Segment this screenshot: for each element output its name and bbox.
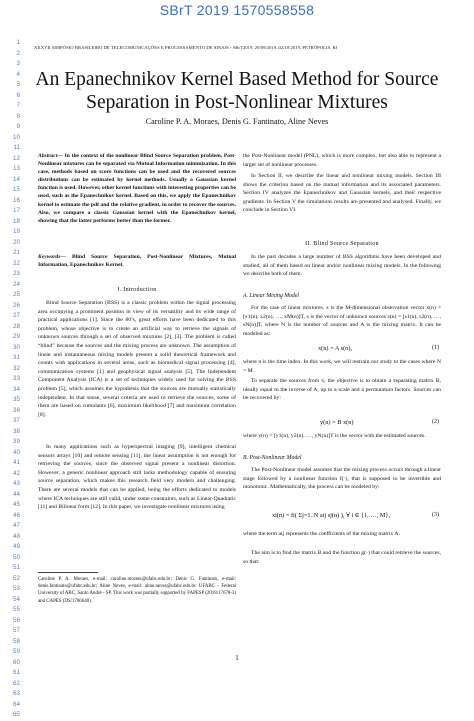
line-number: 10: [12, 133, 20, 141]
paper-title: [20, 68, 454, 114]
keywords-text: — Blind Source Separation, Post-Nonlinear Mixtures, Mutual Information, Epanechnikov Kernel.: [38, 254, 236, 269]
subB-p1-text: The Post-Nonlinear model assumes that the mixing process occurs through a linear stage followed by a nonlinear function f(·), that is supposed to be invertible and monotonic. Mathematically, the process can be modeled by:: [243, 467, 441, 491]
watermark: SBrT 2019 1570558558: [159, 2, 315, 18]
line-number: 5: [16, 81, 20, 88]
line-number: 16: [12, 196, 20, 204]
line-number: 13: [12, 165, 20, 172]
section-2-heading: II. Blind Source Separation: [305, 241, 379, 247]
equation-2-number: (2): [432, 419, 439, 425]
line-number: 33: [12, 375, 20, 382]
footnote: Caroline P. A. Moraes, e-mail: caroline.moraes@ufabc.edu.br; Denis G. Fantinato, e-mail: denis.fantinato@ufabc.edu.br; Aline Neves, e-mail: aline.neves@ufabc.edu.br. UFABC - Federal University of ABC, Santo André - SP. This work was partially supported by FAPESP (2018/17678-3) and CAPES (DS/1766640).: [38, 577, 236, 604]
intro-p2-text: In many applications such as hyperspectral imaging [9], intelligent chemical sensors arrays [10] and remote sensing [11], the linear assumption is not enough for retrieving the sources, since the observed signal present a nonlinear distortion. However, a generic nonlinear approach still lacks methodology capable of ensuring source separation, which makes this research field very modern and challenging. There are several models that can be applied, being the efforts dedicated to models where ICA techniques are still valid, under some constraints, such as Linear-Quadratic [11] and Bilinear form [12]. In this paper, we investigate nonlinear mixtures using: [38, 444, 236, 511]
equation-1: x(n) = A s(n),: [318, 345, 352, 352]
line-number: 40: [12, 448, 20, 456]
line-number: 37: [12, 417, 20, 424]
line-number: 55: [12, 606, 20, 613]
line-number: 65: [12, 711, 20, 718]
subB-p3-text: The aim is to find the matrix B and the function g(·) that could retrieve the sources, so that:: [243, 550, 441, 565]
line-number: 30: [12, 343, 20, 351]
line-number: 17: [12, 207, 20, 214]
line-number: 50: [12, 553, 20, 561]
authors: Caroline P. A. Moraes, Denis G. Fantinato, Aline Neves: [145, 117, 329, 126]
line-number: 53: [12, 585, 20, 592]
intro-paragraph-1: [38, 299, 236, 419]
line-number: 6: [16, 91, 20, 99]
line-number: 64: [12, 700, 20, 708]
line-number: 58: [12, 637, 20, 645]
intro-p1-text: Blind Source Separation (BSS) is a classic problem within the signal processing area occupying a prominent position in view of its versatility and its wide range of practical applications [1]. Since the 80’s, great efforts have been dedicated to this problem, whose objective is to create an artificial way to retrieve the signals of unknown sources through a set of observed mixtures [2], [3]. The problem is called “blind” because the sources and the mixing process are unknown. The assumption of linear and instantaneous mixing models present a solid theoretical framework and counts with applications in several areas, such as biomedical signal processing [4], communication systems [1] and geophysical signal analysis [5]. The Independent Component Analysis (ICA) is a set of techniques widely used for solving the BSS problem [5], which assumes the hypothesis that the sources are mutually statistically independent. In that sense, several criteria are used to retrieve the sources, some of them are based on cumulants [6], maximum likelihood [7] and maximum correlation [8].: [38, 300, 236, 418]
subsection-a-paragraph-4: where y(n) = [y1(n), y2(n), …, yN(n)]T is the vector with the estimated sources.: [243, 433, 426, 439]
line-number: 45: [12, 501, 20, 508]
right-p2-text: In Section II, we describe the linear and nonlinear mixing models. Section III shows the criterion based on the mutual information and its associated parameters. Section IV analyzes the Epanechnikov and Gaussian kernels, and their respective gradients. In Section V the simulations results are presented and analysed. Finally, we conclude in Section VI.: [243, 173, 441, 214]
line-number: 9: [16, 123, 20, 130]
line-number: 25: [12, 291, 20, 298]
line-number: 38: [12, 427, 20, 435]
line-number: 51: [12, 564, 20, 571]
equation-3-number: (3): [432, 512, 439, 518]
line-number: 8: [16, 112, 20, 120]
line-number: 56: [12, 616, 20, 624]
line-number: 2: [16, 49, 20, 57]
line-number: 26: [12, 301, 20, 309]
line-number: 62: [12, 679, 20, 687]
line-number: 11: [13, 144, 20, 151]
line-number: 12: [12, 154, 20, 162]
line-number: 36: [12, 406, 20, 414]
abstract: [38, 152, 236, 225]
subA-p3-text: To separate the sources from x, the objective is to obtain a separating matrix B, ideally equal to the inverse of A, up to a scale and a permutation factors. Sources can be recovered by:: [243, 378, 441, 402]
subA-p1-text: For the case of linear mixtures, x is the M-dimensional observation vector x(n) = [x1(n), x2(n), …, xM(n)]T, s is the vector of unknown sources s(n) = [s1(n), s2(n), …, sN(n)]T, where N is the number of sources and A is the mixing matrix. It can be modeled as:: [243, 305, 441, 337]
line-number: 24: [12, 280, 20, 288]
line-number: 44: [12, 490, 20, 498]
equation-2: y(n) = B x(n): [320, 419, 354, 426]
line-number: 20: [12, 238, 20, 246]
right-paragraph-2: [243, 172, 441, 215]
subsection-a-paragraph-3: [243, 377, 441, 403]
line-number: 63: [12, 690, 20, 697]
line-number: 61: [12, 669, 20, 676]
line-number: 32: [12, 364, 20, 372]
line-number: 57: [12, 627, 20, 634]
line-number: 4: [16, 70, 20, 78]
line-number: 15: [12, 186, 20, 193]
line-number: 59: [12, 648, 20, 655]
line-number: 43: [12, 480, 20, 487]
line-numbers: [4, 38, 20, 721]
subsection-a-paragraph-2: where n is the time index. In this work, we will restrain our study to the cases where N = M.: [243, 359, 441, 374]
line-number: 34: [12, 385, 20, 393]
line-number: 60: [12, 658, 20, 666]
subsection-b-heading: B. Post-Nonlinear Model: [243, 455, 302, 461]
line-number: 48: [12, 532, 20, 540]
footnote-rule: [38, 572, 98, 573]
subsection-a-heading: A. Linear Mixing Model: [243, 293, 300, 299]
line-number: 35: [12, 396, 20, 403]
line-number: 7: [16, 102, 20, 109]
line-number: 46: [12, 511, 20, 519]
line-number: 41: [12, 459, 20, 466]
line-number: 21: [12, 249, 20, 256]
line-number: 42: [12, 469, 20, 477]
right-paragraph-1: the Post-Nonlinear model (PNL), which is more complex, but also able to represent a larger set of nonlinear processes.: [243, 153, 441, 168]
intro-paragraph-2: [38, 443, 236, 512]
equation-1-number: (1): [432, 345, 439, 351]
line-number: 3: [16, 60, 20, 67]
line-number: 14: [12, 175, 20, 183]
line-number: 18: [12, 217, 20, 225]
line-number: 49: [12, 543, 20, 550]
page-number: 1: [235, 654, 239, 662]
abstract-label: Abstract: [38, 153, 58, 159]
subsection-b-paragraph-1: [243, 466, 441, 492]
conference-header: XXXVII SIMPÓSIO BRASILEIRO DE TELECOMUNICAÇÕES E PROCESSAMENTO DE SINAIS - SBrT2019, 29/09/2019–02/10/2019, PETRÓPOLIS, RJ: [34, 45, 338, 50]
line-number: 23: [12, 270, 20, 277]
title-line-1: An Epanechnikov Kernel Based Method for Source: [35, 69, 439, 90]
line-number: 27: [12, 312, 20, 319]
line-number: 28: [12, 322, 20, 330]
line-number: 54: [12, 595, 20, 603]
line-number: 39: [12, 438, 20, 445]
line-number: 31: [12, 354, 20, 361]
line-number: 19: [12, 228, 20, 235]
line-number: 29: [12, 333, 20, 340]
subsection-b-paragraph-3: [243, 549, 441, 566]
abstract-text: — In the context of the nonlinear Blind Source Separation problem, Post-Nonlinear mixtures can be separated via Mutual Information minimization. In this case, methods based on score functions can be used and the recovered sources distributions can be estimated by kernel methods. Usually a Gaussian kernel function is used. However, other kernel functions with interesting properties can be used, such as the Epanechnikov kernel. Based on this, we apply the Epanechnikov kernel to estimate the pdf and the relative gradient, in order to recover the sources. Also, we compare a classic Gaussian kernel with the Epanechnikov kernel, showing that the latter performs better than the former.: [38, 153, 236, 224]
title-line-2: Separation in Post-Nonlinear Mixtures: [86, 92, 388, 113]
line-number: 1: [16, 39, 20, 46]
line-number: 52: [12, 574, 20, 582]
subsection-a-paragraph-1: [243, 304, 441, 338]
sec2-p1-text: In the past decades a large number of BSS algorithms have been developed and studied, all of them based on linear and/or nonlinear mixing models. In the following we describe both of them.: [243, 254, 441, 278]
subsection-b-paragraph-2: where the term aij represents the coefficients of the mixing matrix A.: [243, 531, 400, 537]
keywords-label: Keywords: [38, 254, 61, 260]
line-number: 22: [12, 259, 20, 267]
section-2-paragraph: [243, 253, 441, 279]
keywords: [38, 253, 236, 269]
section-1-heading: I. Introduction: [117, 287, 157, 293]
equation-3: xi(n) = fi( Σj=1..N aij sj(n) ), ∀ i ∈ {1, …, M},: [272, 512, 390, 519]
line-number: 47: [12, 522, 20, 529]
